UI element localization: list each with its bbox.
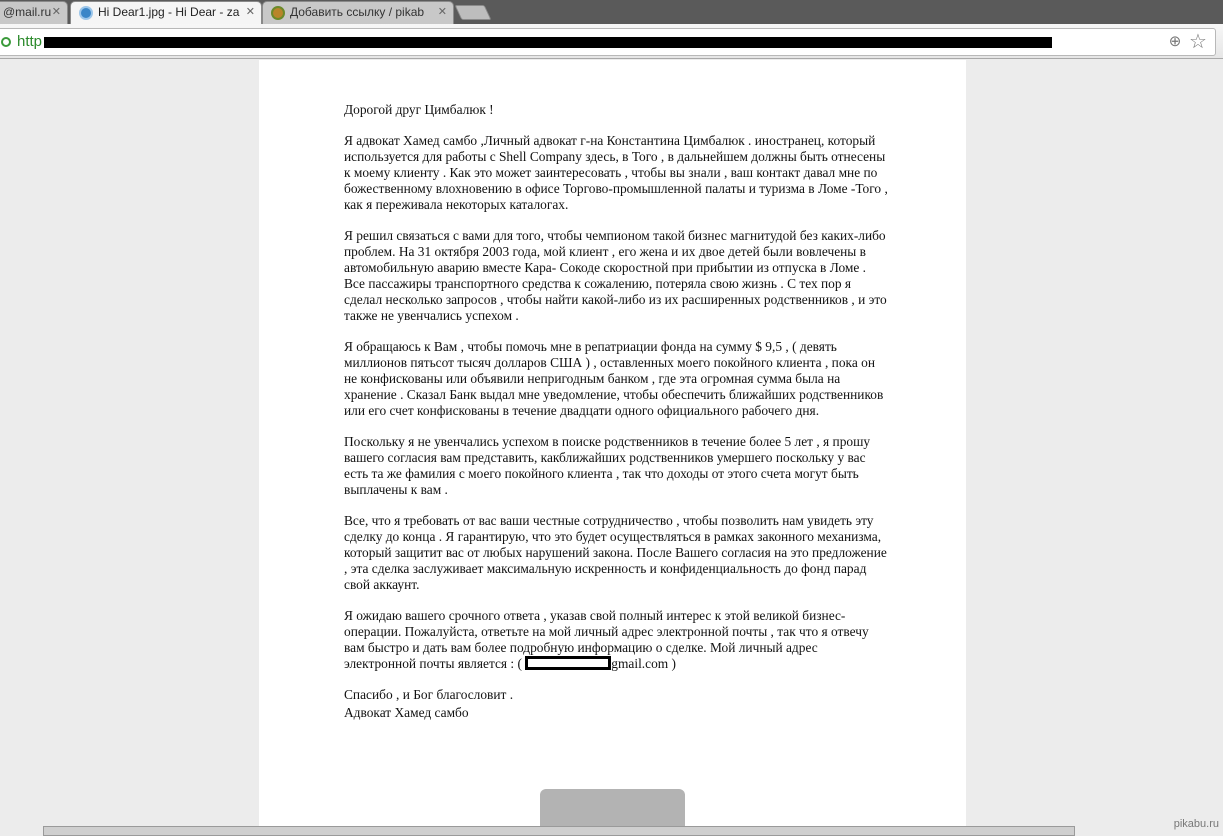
greeting: Дорогой друг Цимбалюк ! bbox=[344, 102, 494, 117]
paragraph: Поскольку я не увенчались успехом в поиске родственников в течение более 5 лет , я прошу вашего согласия вам представить, какближайших родственников умершего поскольку у вас есть та же фамилия с моего покойного клиента , так что доходы от этого счета могут быть выплачены к вам . bbox=[344, 434, 871, 497]
close-icon[interactable]: ✕ bbox=[245, 6, 255, 18]
tab-mail[interactable] bbox=[0, 1, 68, 24]
letter-image bbox=[259, 60, 966, 836]
tab-strip bbox=[0, 0, 1223, 24]
paragraph: Я решил связаться с вами для того, чтобы чемпионом такой бизнес магнитудой без каких-либо проблем. На 31 октября 2003 года, мой клиент , его жена и их двое детей были вовлечены в автомобильную аварию вместе Кара- Сокоде скоростной при прибытии из отпуска в Ломе . Все пассажиры транспортного средства к сожалению, потеряла свою жизнь . С тех пор я сделал несколько запросов , чтобы найти какой-либо из их расширенных родственников , и это также не увенчались успехом . bbox=[344, 228, 887, 323]
paragraph: Я адвокат Хамед самбо ,Личный адвокат г-на Константина Цимбалюк . иностранец, который используется для работы с Shell Company здесь, в Того , в дальнейшем должны быть отнесены к моему клиенту . Как это может заинтересовать , чтобы вы знали , ваш контакт давал мне по божественному влохновению в офисе Торгово-промышленной палаты и туризма в Ломе -Того , как я переживала некоторых каталогах. bbox=[344, 133, 888, 212]
email-redaction bbox=[525, 656, 611, 670]
contact-text: Я ожидаю вашего срочного ответа , указав свой полный интерес к этой великой бизнес-операции. Пожалуйста, ответьте на мой личный адрес электронной почты , так что я отвечу вам быстро и дать вам более подробную информацию о сделке. Мой личный адрес электронной почты является : ( bbox=[344, 608, 869, 671]
new-tab-button[interactable] bbox=[455, 5, 492, 20]
image-favicon-icon bbox=[79, 6, 93, 20]
letter-body bbox=[344, 102, 889, 736]
url-redaction bbox=[44, 37, 1052, 48]
page-info-icon[interactable] bbox=[1, 37, 11, 47]
watermark: pikabu.ru bbox=[1173, 818, 1219, 830]
close-icon[interactable]: ✕ bbox=[51, 6, 61, 18]
email-domain: gmail.com ) bbox=[611, 656, 677, 671]
tab-image-active[interactable] bbox=[70, 1, 262, 24]
bookmark-star-icon[interactable]: ☆ bbox=[1189, 31, 1207, 53]
browser-toolbar bbox=[0, 24, 1223, 59]
pikabu-favicon-icon bbox=[271, 6, 285, 20]
close-icon[interactable]: ✕ bbox=[437, 6, 447, 18]
tab-title: @mail.ru bbox=[3, 5, 52, 19]
horizontal-scrollbar[interactable] bbox=[43, 826, 1075, 836]
paragraph: Все, что я требовать от вас ваши честные сотрудничество , чтобы позволить нам увидеть эту сделку до конца . Я гарантирую, что это будет осуществляться в рамках законного механизма, который защитит вас от любых нарушений закона. После Вашего согласия на это предложение , эта сделка заслуживает максимальную искренность и конфиденциальность до фонд парад свой аккаунт. bbox=[344, 513, 887, 592]
tab-title: Hi Dear1.jpg - Hi Dear - za bbox=[98, 5, 240, 19]
zoom-icon[interactable]: ⊕ bbox=[1168, 33, 1182, 50]
page-viewport bbox=[0, 60, 1223, 836]
signature: Адвокат Хамед самбо bbox=[344, 705, 469, 720]
tab-title: Добавить ссылку / pikab bbox=[290, 5, 425, 19]
contact-paragraph bbox=[344, 608, 889, 672]
address-bar[interactable] bbox=[0, 28, 1216, 56]
paragraph: Я обращаюсь к Вам , чтобы помочь мне в репатриации фонда на сумму $ 9,5 , ( девять миллионов пятьсот тысяч долларов США ) , оставленных моего покойного клиента , пока он не конфискованы или объявили непригодным банком , где эта огромная сумма была на хранение . Сказал Банк выдал мне уведомление, чтобы обеспечить ближайших родственников или его счет конфискованы в течение двадцати одного официального рабочего дня. bbox=[344, 339, 884, 418]
url-text: http bbox=[17, 33, 43, 50]
tab-pikabu[interactable] bbox=[262, 1, 454, 24]
closing: Спасибо , и Бог благословит . bbox=[344, 687, 514, 702]
